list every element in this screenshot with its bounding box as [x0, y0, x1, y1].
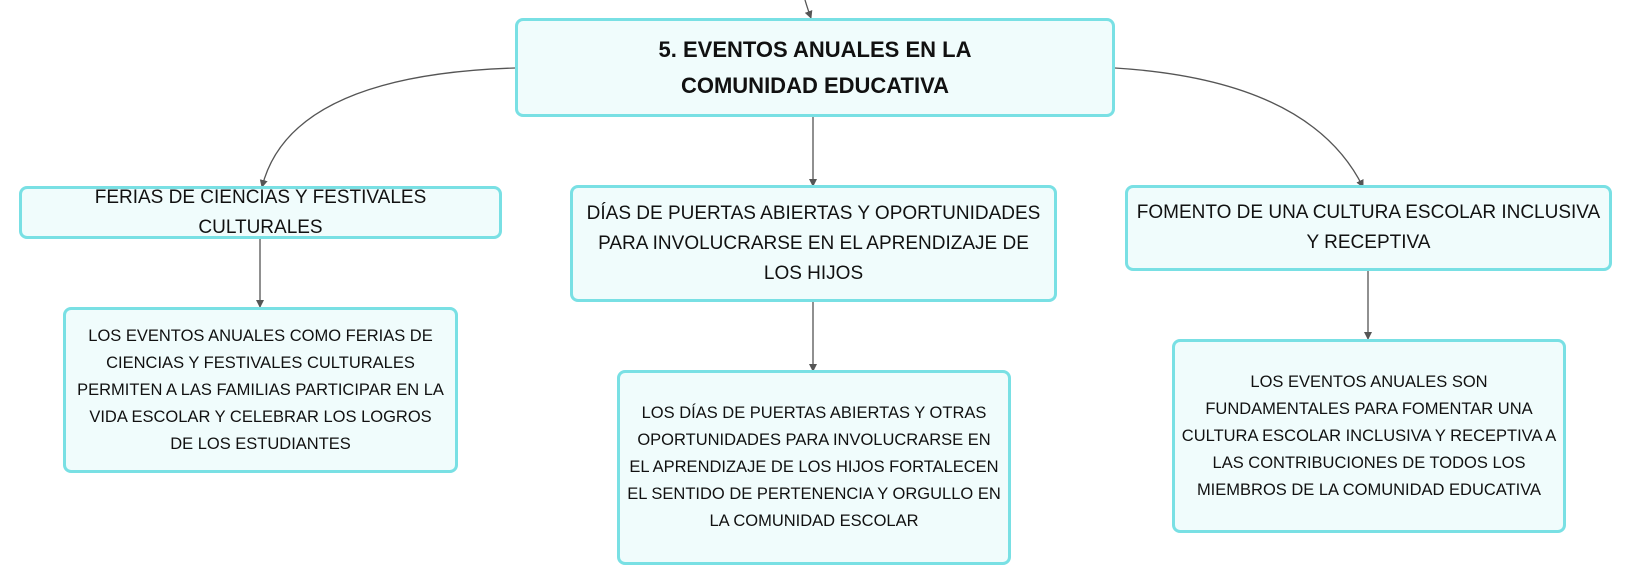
- connector-root-to-branch-1: [262, 68, 515, 187]
- detail-note-text: LOS EVENTOS ANUALES SON FUNDAMENTALES PARA FOMENTAR UNA CULTURA ESCOLAR INCLUSIVA Y RECEPTIVA A LAS CONTRIBUCIONES DE TODOS LOS MIEMBROS DE LA COMUNIDAD EDUCATIVA: [1181, 372, 1557, 499]
- branch-topic-label: DÍAS DE PUERTAS ABIERTAS Y OPORTUNIDADES PARA INVOLUCRARSE EN EL APRENDIZAJE DE LOS HIJOS: [586, 202, 1041, 284]
- branch-topic-open-days[interactable]: [570, 185, 1057, 302]
- branch-topic-label: FOMENTO DE UNA CULTURA ESCOLAR INCLUSIVA Y RECEPTIVA: [1136, 202, 1601, 253]
- root-topic[interactable]: [515, 18, 1115, 117]
- root-topic-label: 5. EVENTOS ANUALES EN LA COMUNIDAD EDUCATIVA: [658, 36, 972, 98]
- branch-topic-inclusive-culture[interactable]: [1125, 185, 1612, 271]
- connector-root-to-branch-3: [1115, 68, 1363, 187]
- branch-topic-science-fairs[interactable]: [19, 186, 502, 239]
- detail-note-open-days[interactable]: [617, 370, 1011, 565]
- detail-note-science-fairs[interactable]: [63, 307, 458, 473]
- detail-note-text: LOS DÍAS DE PUERTAS ABIERTAS Y OTRAS OPORTUNIDADES PARA INVOLUCRARSE EN EL APRENDIZAJE DE LOS HIJOS FORTALECEN EL SENTIDO DE PERTENENCIA Y ORGULLO EN LA COMUNIDAD ESCOLAR: [627, 404, 1001, 530]
- detail-note-inclusive-culture[interactable]: [1172, 339, 1566, 533]
- connector-from-parent: [805, 0, 811, 18]
- branch-topic-label: FERIAS DE CIENCIAS Y FESTIVALES CULTURALES: [94, 186, 427, 238]
- detail-note-text: LOS EVENTOS ANUALES COMO FERIAS DE CIENCIAS Y FESTIVALES CULTURALES PERMITEN A LAS FAMILIAS PARTICIPAR EN LA VIDA ESCOLAR Y CELEBRAR LOS LOGROS DE LOS ESTUDIANTES: [77, 326, 444, 453]
